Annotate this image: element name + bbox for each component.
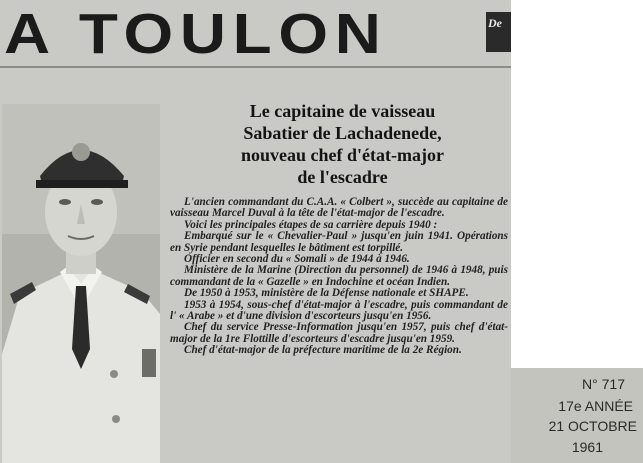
article-title [180,100,505,188]
paragraph: Ministère de la Marine (Direction du personnel) de 1946 à 1948, puis commandant de la « Gazelle » en Indochine et océan Indien. [170,264,508,288]
stamp-year-label: 17e ANNÉE [558,398,633,414]
archive-stamp [511,368,643,463]
paragraph: L'ancien commandant du C.A.A. « Colbert », succède au capitaine de vaisseau Marcel Duval à la tête de l'état-major de l'escadre. [170,196,508,220]
title-line: Sabatier de Lachadenede, [243,123,442,143]
stamp-year: 1961 [571,439,603,455]
paragraph: Embarqué sur le « Chevalier-Paul » jusqu'en juin 1941. Opérations en Syrie pendant lesquelles le bâtiment est torpillé. [170,230,508,254]
title-line: nouveau chef d'état-major [241,145,444,165]
stamp-number: N° 717 [582,376,625,392]
stamp-date: 21 OCTOBRE [548,418,637,434]
paragraph: Voici les principales étapes de sa carrière depuis 1940 : [184,218,438,231]
headline: A TOULON [4,2,388,66]
header-rule [0,66,511,68]
paragraph: De 1950 à 1953, ministère de la Défense nationale et SHAPE. [184,287,469,300]
paragraph: 1953 à 1954, sous-chef d'état-major à l'escadre, puis commandant de l' « Arabe » et d'une division d'escorteurs jusqu'en 1956. [170,298,508,323]
portrait-photo [2,104,160,463]
article-body [170,197,508,357]
title-line: de l'escadre [297,167,388,187]
paragraph: Chef du service Presse-Information jusqu'en 1957, puis chef d'état-major de la 1re Flottille d'escorteurs d'escadre jusqu'en 1959. [170,321,508,345]
paragraph: Officier en second du « Somali » de 1944 à 1946. [184,253,410,266]
corner-tag: De [486,12,511,52]
title-line: Le capitaine de vaisseau [249,101,436,121]
paragraph: Chef d'état-major de la préfecture maritime de la 2e Région. [184,344,462,357]
